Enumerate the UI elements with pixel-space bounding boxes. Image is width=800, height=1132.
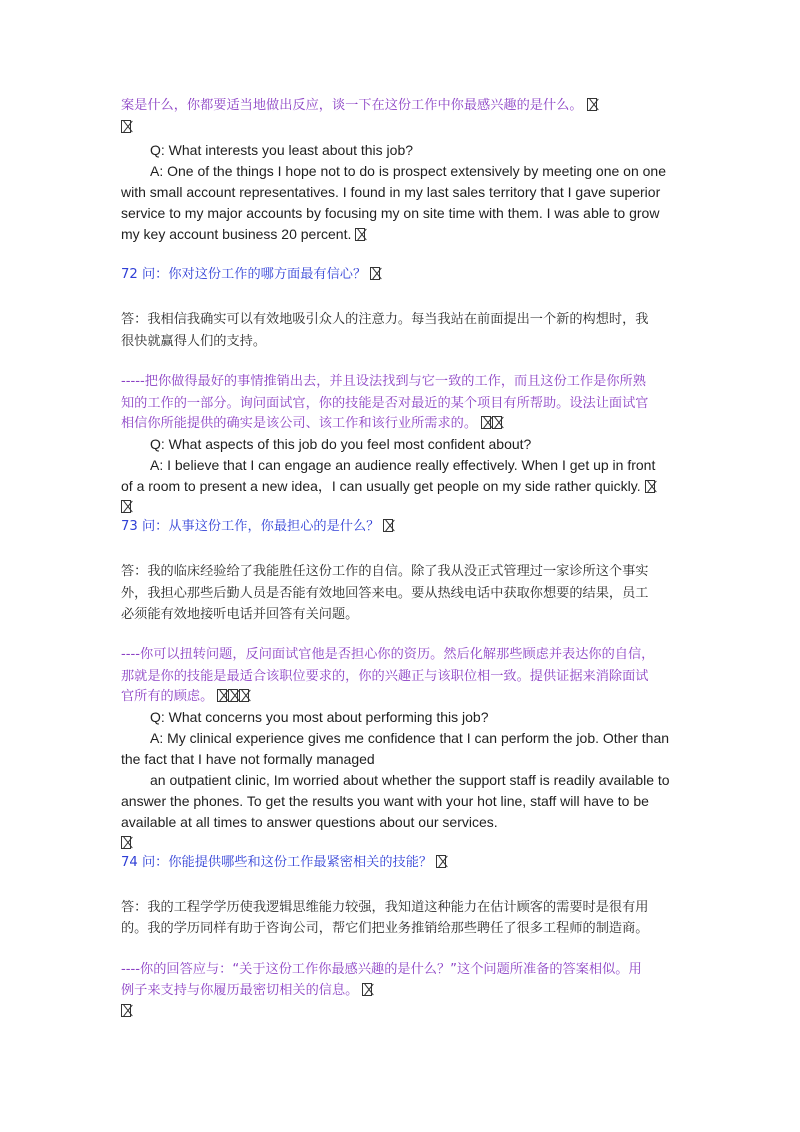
paragraph-line [121, 118, 131, 137]
line-text: 案是什么，你都要适当地做出反应，谈一下在这份工作中你最感兴趣的是什么。 [121, 98, 583, 113]
line-text: my key account business 20 percent. [121, 226, 352, 242]
crossed-box-icon [121, 836, 131, 849]
line-text: 72 问：你对这份工作的哪方面最有信心？ [121, 267, 367, 282]
crossed-box-icon [217, 689, 227, 702]
answer-line: answer the phones. To get the results you want with your hot line, staff will have to be [121, 793, 649, 809]
crossed-box-icon [121, 120, 131, 133]
question-heading [121, 265, 380, 284]
crossed-box-icon [228, 689, 238, 702]
paragraph-line: 的。我的学历同样有助于咨询公司，帮它们把业务推销给那些聘任了很多工程师的制造商。 [121, 921, 649, 936]
question-line: Q: What concerns you most about performing this job? [150, 709, 489, 725]
crossed-box-icon [645, 480, 655, 493]
crossed-box-icon [587, 98, 597, 111]
tip-line [121, 981, 372, 1000]
line-text: 相信你所能提供的确实是该公司、该工作和该行业所需求的。 [121, 416, 478, 431]
crossed-box-icon [121, 500, 131, 513]
paragraph-line: 答：我相信我确实可以有效地吸引众人的注意力。每当我站在前面提出一个新的构想时，我 [121, 312, 649, 327]
crossed-box-icon [370, 267, 380, 280]
crossed-box-icon [121, 1004, 131, 1017]
paragraph-line [121, 834, 131, 853]
question-heading [121, 853, 446, 872]
crossed-box-icon [436, 855, 446, 868]
tip-line [121, 414, 502, 433]
answer-line: A: My clinical experience gives me confidence that I can perform the job. Other than [150, 730, 670, 746]
line-text: 官所有的顾虑。 [121, 689, 214, 704]
crossed-box-icon [239, 689, 249, 702]
paragraph-line: 必须能有效地接听电话并回答有关问题。 [121, 607, 359, 622]
crossed-box-icon [355, 228, 365, 241]
answer-line: with small account representatives. I found in my last sales territory that I gave superior [121, 184, 661, 200]
answer-line [121, 477, 655, 496]
answer-line: A: One of the things I hope not to do is prospect extensively by meeting one on one [150, 163, 666, 179]
question-line: Q: What aspects of this job do you feel most confident about? [150, 436, 532, 452]
tip-line: -----把你做得最好的事情推销出去，并且设法找到与它一致的工作，而且这份工作是你所熟 [121, 374, 646, 389]
tip-line: ----你可以扭转问题，反问面试官他是否担心你的资历。然后化解那些顾虑并表达你的自信， [121, 647, 655, 662]
paragraph-line: 外，我担心那些后勤人员是否能有效地回答来电。要从热线电话中获取你想要的结果，员工 [121, 586, 649, 601]
tip-line: ----你的回答应与：“关于这份工作你最感兴趣的是什么？”这个问题所准备的答案相似。用 [121, 962, 642, 977]
answer-line: available at all times to answer questions about our services. [121, 814, 498, 830]
tip-line: 那就是你的技能是最适合该职位要求的，你的兴趣正与该职位相一致。提供证据来消除面试 [121, 669, 649, 684]
tip-line [121, 687, 249, 706]
paragraph-line [121, 1002, 131, 1021]
answer-line: the fact that I have not formally managed [121, 751, 375, 767]
paragraph-line: 答：我的临床经验给了我能胜任这份工作的自信。除了我从没正式管理过一家诊所这个事实 [121, 564, 649, 579]
paragraph-line [121, 96, 597, 115]
paragraph-line: 很快就赢得人们的支持。 [121, 334, 267, 349]
answer-line: an outpatient clinic, Im worried about whether the support staff is readily available to [150, 772, 670, 788]
paragraph-line [121, 498, 131, 517]
crossed-box-icon [383, 519, 393, 532]
line-text: 73 问：从事这份工作，你最担心的是什么？ [121, 519, 380, 534]
line-text: 74 问：你能提供哪些和这份工作最紧密相关的技能？ [121, 855, 433, 870]
question-heading [121, 517, 393, 536]
crossed-box-icon [362, 983, 372, 996]
paragraph-line: 答：我的工程学学历使我逻辑思维能力较强，我知道这种能力在估计顾客的需要时是很有用 [121, 900, 649, 915]
line-text: of a room to present a new idea，I can usually get people on my side rather quickly. [121, 478, 641, 494]
question-line: Q: What interests you least about this job? [150, 142, 414, 158]
tip-line: 知的工作的一部分。询问面试官，你的技能是否对最近的某个项目有所帮助。设法让面试官 [121, 396, 649, 411]
crossed-box-icon [492, 416, 502, 429]
crossed-box-icon [481, 416, 491, 429]
answer-line [121, 225, 365, 244]
line-text: 例子来支持与你履历最密切相关的信息。 [121, 983, 359, 998]
answer-line: A: I believe that I can engage an audience really effectively. When I get up in front [150, 457, 656, 473]
answer-line: service to my major accounts by focusing my on site time with them. I was able to grow [121, 205, 660, 221]
